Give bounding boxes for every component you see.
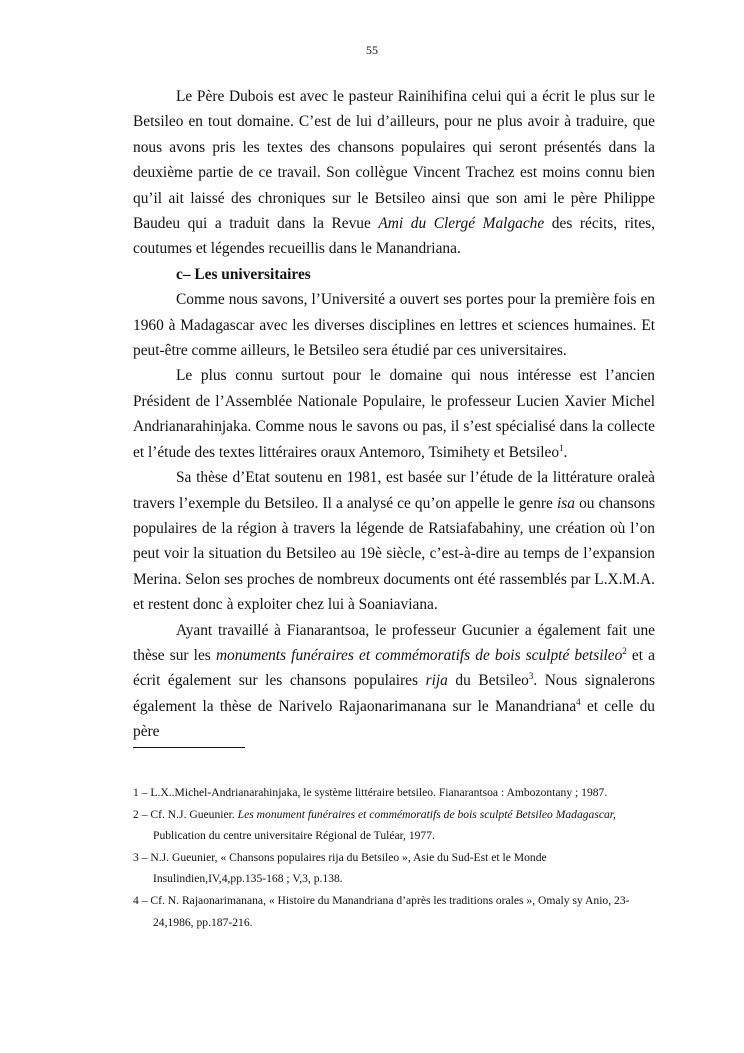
- footnote-ref-2: 2: [622, 645, 627, 656]
- footnote-ref-4: 4: [576, 696, 581, 707]
- section-heading-universitaires: c– Les universitaires: [176, 265, 311, 283]
- footnote-ref-1: 1: [559, 442, 564, 453]
- paragraph-andrianarahinjaka: Le plus connu surtout pour le domaine qui nous intéresse est l’ancien Président de l’Assemblée Nationale Populaire, le professeur Lucien Xavier Michel Andrianarahinjaka. Comme nous le savons ou pas, il s’est spécialisé dans la collecte et l’étude des textes littéraires oraux Antemoro, Tsimihety et Betsileo$^1$.: [133, 367, 655, 461]
- footnote-ref-3: 3: [528, 671, 534, 682]
- page-number: 55: [366, 43, 378, 57]
- footnote-3: 3 – N.J. Gueunier, « Chansons populaires rija du Betsileo », Asie du Sud-Est et le Monde Insulindien,IV,4,pp.135-168 ; V,3, p.138.: [133, 850, 547, 886]
- paragraph-pere-dubois: Le Père Dubois est avec le pasteur Rainihifina celui qui a écrit le plus sur le Betsileo en tout domaine. C’est de lui d’ailleurs, pour ne plus avoir à traduire, que nous avons pris les textes des chansons populaires qui seront présentés dans la deuxième partie de ce travail. Son collègue Vincent Trachez est moins connu bien qu’il ait laissé des chroniques sur le Betsileo ainsi que son ami le père Philippe Baudeu qui a traduit dans la Revue Ami du Clergé Malgache des récits, rites, coutumes et légendes recueillis dans le Manandriana.: [133, 88, 655, 258]
- paragraph-universite: Comme nous savons, l’Université a ouvert ses portes pour la première fois en 1960 à Madagascar avec les diverses disciplines en lettres et sciences humaines. Et peut-être comme ailleurs, le Betsileo sera étudié par ces universitaires.: [133, 291, 655, 360]
- footnote-4: 4 – Cf. N. Rajaonarimanana, « Histoire du Manandriana d’après les traditions orales », Omaly sy Anio, 23-24,1986, pp.187-216.: [133, 893, 630, 929]
- body-text: [133, 84, 655, 745]
- paragraph-gucunier: Ayant travaillé à Fianarantsoa, le professeur Gucunier a également fait une thèse sur les monuments funéraires et commémoratifs de bois sculpté betsileo$^2$ et a écrit également sur les chansons populaires rija du Betsileo$^3$. Nous signalerons également la thèse de Narivelo Rajaonarimanana sur le Manandriana$^4$ et celle du père: [133, 621, 655, 741]
- footnote-1: 1 – L.X..Michel-Andrianarahinjaka, le système littéraire betsileo. Fianarantsoa : Ambozontany ; 1987.: [133, 786, 608, 799]
- paragraph-these-etat: Sa thèse d’Etat soutenu en 1981, est basée sur l’étude de la littérature oraleà travers l’exemple du Betsileo. Il a analysé ce qu’on appelle le genre isa ou chansons populaires de la région à travers la légende de Ratsiafabahiny, une création où l’on peut voir la situation du Betsileo au 19è siècle, c’est-à-dire au temps de l’expansion Merina. Selon ses proches de nombreux documents ont été rassemblés par L.X.M.A. et restent donc à exploiter chez lui à Soaniaviana.: [133, 469, 655, 614]
- footnote-separator: [133, 747, 245, 748]
- footnotes: [133, 782, 655, 933]
- footnote-2: 2 – Cf. N.J. Gueunier. Les monument funéraires et commémoratifs de bois sculpté Betsileo Madagascar, Publication du centre universitaire Régional de Tuléar, 1977.: [133, 807, 616, 843]
